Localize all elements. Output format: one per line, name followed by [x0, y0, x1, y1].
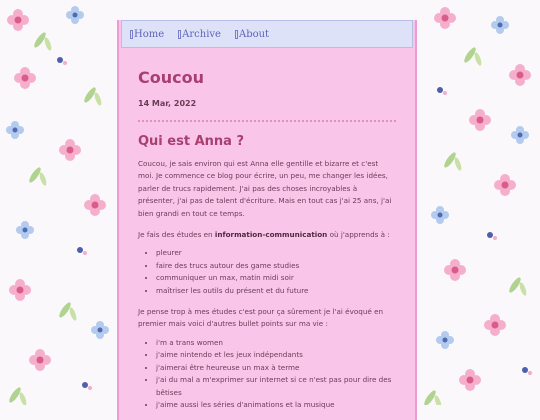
dotted-separator — [138, 120, 396, 122]
post-heading: Qui est Anna ? — [138, 134, 244, 149]
studies-paragraph — [138, 229, 396, 241]
nav-link-about[interactable] — [235, 29, 269, 40]
post-title: Coucou — [138, 68, 204, 87]
home-icon — [130, 30, 133, 39]
list-item: • j'ai du mal a m'exprimer sur internet si ce n'est pas pour dire des bêtises — [156, 374, 396, 399]
nav-about-label: About — [238, 28, 270, 40]
nav-home-label: Home — [134, 28, 165, 40]
list-item: • j'aime nintendo et les jeux indépendants — [156, 349, 396, 361]
nav-bar — [121, 20, 413, 48]
list-item: • maîtriser les outils du présent et du future — [156, 285, 396, 297]
post-content — [119, 68, 415, 411]
life-list — [138, 337, 396, 411]
bullets-intro: Je pense trop à mes études c'est pour ça sûrement je l'ai évoqué en premier mais voici d'autres bullet points sur ma vie : — [138, 307, 384, 329]
studies-after: où j'apprends à : — [327, 230, 390, 240]
list-item: • j'aimerai être heureuse un max à terme — [156, 362, 396, 374]
about-icon — [235, 30, 238, 39]
intro-paragraph: Coucou, je sais environ qui est Anna elle gentille et bizarre et c'est moi. Je commence ce blog pour écrire, un peu, me changer les idées, parler de trucs rapidement. J'ai pas des choses incroyables à présenter, j'ai pas de talent d'écriture. Mais en tout cas j'ai 25 ans, j'ai bien grandi en tout ce temps. — [138, 159, 392, 218]
list-item: • pleurer — [156, 247, 396, 259]
nav-archive-label: Archive — [182, 28, 221, 40]
studies-list — [138, 247, 396, 297]
studies-strong: information-communication — [214, 230, 328, 240]
blog-page — [117, 20, 417, 420]
nav-link-archive[interactable] — [178, 29, 221, 40]
list-item: • faire des trucs autour des game studies — [156, 260, 396, 272]
post-date: 14 Mar, 2022 — [138, 99, 197, 108]
archive-icon — [178, 30, 181, 39]
list-item: • communiquer un max, matin midi soir — [156, 272, 396, 284]
studies-before: Je fais des études en — [138, 230, 215, 240]
nav-link-home[interactable] — [130, 29, 164, 40]
list-item: • j'aime aussi les séries d'animations et la musique — [156, 399, 396, 411]
list-item: • i'm a trans women — [156, 337, 396, 349]
